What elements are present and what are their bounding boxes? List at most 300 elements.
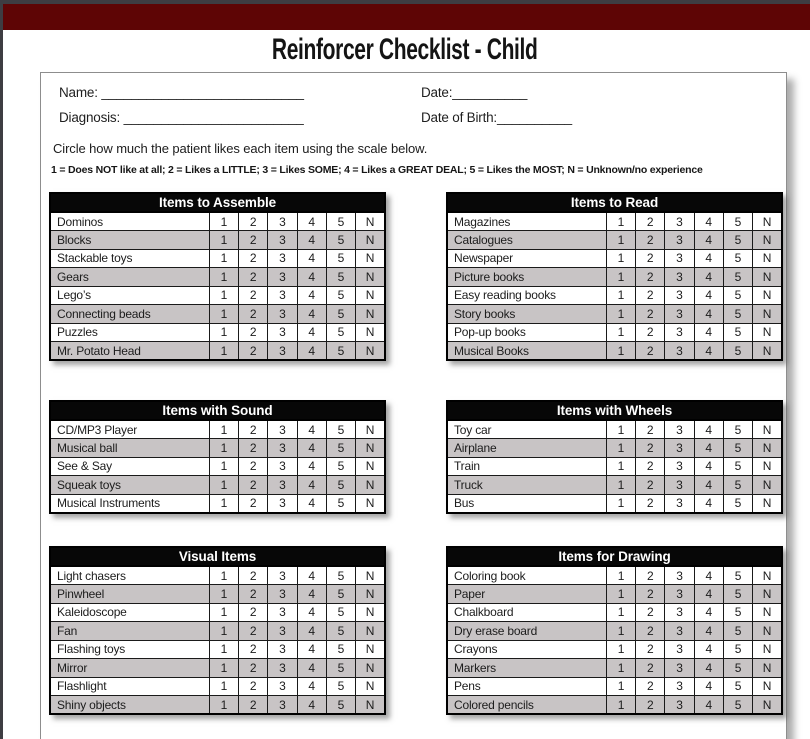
rating-cell-N[interactable]: N (356, 305, 385, 324)
item-label-cell: Fan (50, 622, 209, 641)
rating-cell-4[interactable]: 4 (297, 212, 326, 231)
table-row (447, 286, 782, 305)
rating-cell-1[interactable]: 1 (209, 286, 238, 305)
rating-cell-1[interactable]: 1 (606, 268, 635, 287)
rating-cell-3[interactable]: 3 (268, 696, 297, 715)
checklist-table (446, 400, 783, 514)
table-row (447, 323, 782, 342)
rating-cell-5[interactable]: 5 (326, 439, 355, 458)
rating-cell-1[interactable]: 1 (209, 231, 238, 250)
name-label: Name: (59, 85, 98, 100)
rating-cell-2[interactable]: 2 (636, 420, 665, 439)
rating-cell-1[interactable]: 1 (606, 420, 635, 439)
rating-cell-3[interactable]: 3 (268, 659, 297, 678)
rating-cell-1[interactable]: 1 (606, 212, 635, 231)
rating-cell-1[interactable]: 1 (606, 585, 635, 604)
rating-cell-5[interactable]: 5 (326, 622, 355, 641)
rating-cell-3[interactable]: 3 (268, 305, 297, 324)
rating-cell-4[interactable]: 4 (694, 342, 723, 361)
rating-cell-5[interactable]: 5 (326, 286, 355, 305)
rating-cell-N[interactable]: N (356, 494, 385, 513)
rating-cell-3[interactable]: 3 (665, 323, 694, 342)
rating-cell-N[interactable]: N (356, 420, 385, 439)
rating-cell-2[interactable]: 2 (636, 585, 665, 604)
rating-cell-2[interactable]: 2 (239, 696, 268, 715)
rating-cell-4[interactable]: 4 (297, 439, 326, 458)
rating-cell-2[interactable]: 2 (636, 566, 665, 585)
rating-cell-5[interactable]: 5 (723, 420, 752, 439)
rating-cell-3[interactable]: 3 (268, 677, 297, 696)
rating-cell-N[interactable]: N (356, 268, 385, 287)
table-row (50, 476, 385, 495)
rating-cell-2[interactable]: 2 (636, 476, 665, 495)
rating-cell-2[interactable]: 2 (239, 439, 268, 458)
rating-cell-3[interactable]: 3 (268, 566, 297, 585)
date-of-birth-blank-line[interactable]: __________ (497, 110, 573, 125)
rating-cell-4[interactable]: 4 (694, 457, 723, 476)
rating-cell-1[interactable]: 1 (606, 305, 635, 324)
rating-cell-N[interactable]: N (356, 585, 385, 604)
table-row (50, 420, 385, 439)
rating-cell-3[interactable]: 3 (268, 420, 297, 439)
table-row (50, 249, 385, 268)
checklist-table (446, 192, 783, 361)
rating-cell-4[interactable]: 4 (297, 677, 326, 696)
date-of-birth-field[interactable] (421, 110, 572, 125)
rating-cell-2[interactable]: 2 (239, 659, 268, 678)
rating-cell-N[interactable]: N (753, 231, 782, 250)
rating-cell-5[interactable]: 5 (326, 659, 355, 678)
rating-cell-2[interactable]: 2 (636, 342, 665, 361)
rating-cell-5[interactable]: 5 (723, 566, 752, 585)
rating-cell-2[interactable]: 2 (636, 457, 665, 476)
rating-cell-2[interactable]: 2 (239, 640, 268, 659)
rating-cell-4[interactable]: 4 (297, 249, 326, 268)
rating-cell-4[interactable]: 4 (297, 494, 326, 513)
rating-cell-5[interactable]: 5 (326, 249, 355, 268)
rating-cell-2[interactable]: 2 (636, 249, 665, 268)
rating-cell-2[interactable]: 2 (239, 494, 268, 513)
rating-cell-N[interactable]: N (356, 457, 385, 476)
item-label-cell: Newspaper (447, 249, 606, 268)
rating-cell-N[interactable]: N (356, 231, 385, 250)
rating-cell-3[interactable]: 3 (665, 476, 694, 495)
rating-cell-2[interactable]: 2 (636, 323, 665, 342)
rating-cell-3[interactable]: 3 (665, 659, 694, 678)
table-row (447, 420, 782, 439)
table-visual-items (49, 546, 386, 715)
rating-cell-2[interactable]: 2 (239, 585, 268, 604)
rating-cell-1[interactable]: 1 (209, 696, 238, 715)
rating-cell-5[interactable]: 5 (723, 231, 752, 250)
rating-cell-2[interactable]: 2 (636, 659, 665, 678)
rating-cell-3[interactable]: 3 (268, 286, 297, 305)
rating-cell-5[interactable]: 5 (326, 268, 355, 287)
rating-cell-N[interactable]: N (356, 342, 385, 361)
rating-cell-2[interactable]: 2 (636, 603, 665, 622)
rating-cell-4[interactable]: 4 (694, 640, 723, 659)
rating-cell-4[interactable]: 4 (694, 476, 723, 495)
rating-cell-1[interactable]: 1 (606, 622, 635, 641)
rating-cell-5[interactable]: 5 (326, 603, 355, 622)
rating-cell-5[interactable]: 5 (723, 286, 752, 305)
rating-cell-2[interactable]: 2 (636, 268, 665, 287)
rating-cell-1[interactable]: 1 (209, 342, 238, 361)
rating-cell-N[interactable]: N (753, 476, 782, 495)
table-header: Items with Sound (50, 401, 385, 420)
rating-cell-1[interactable]: 1 (209, 212, 238, 231)
rating-cell-3[interactable]: 3 (268, 494, 297, 513)
item-label-cell: Bus (447, 494, 606, 513)
rating-cell-2[interactable]: 2 (239, 566, 268, 585)
rating-cell-N[interactable]: N (753, 603, 782, 622)
rating-cell-3[interactable]: 3 (268, 249, 297, 268)
rating-cell-1[interactable]: 1 (209, 420, 238, 439)
rating-cell-4[interactable]: 4 (297, 457, 326, 476)
rating-cell-4[interactable]: 4 (694, 603, 723, 622)
rating-cell-1[interactable]: 1 (606, 677, 635, 696)
rating-cell-4[interactable]: 4 (297, 696, 326, 715)
rating-cell-4[interactable]: 4 (694, 659, 723, 678)
rating-cell-4[interactable]: 4 (694, 420, 723, 439)
rating-cell-N[interactable]: N (753, 659, 782, 678)
rating-cell-5[interactable]: 5 (326, 494, 355, 513)
rating-cell-5[interactable]: 5 (326, 305, 355, 324)
rating-cell-N[interactable]: N (356, 622, 385, 641)
rating-cell-3[interactable]: 3 (665, 231, 694, 250)
rating-cell-3[interactable]: 3 (665, 268, 694, 287)
rating-cell-1[interactable]: 1 (606, 249, 635, 268)
rating-cell-N[interactable]: N (753, 640, 782, 659)
table-row (447, 585, 782, 604)
rating-cell-1[interactable]: 1 (606, 696, 635, 715)
rating-cell-N[interactable]: N (753, 585, 782, 604)
item-label-cell: Kaleidoscope (50, 603, 209, 622)
rating-cell-N[interactable]: N (753, 457, 782, 476)
rating-cell-4[interactable]: 4 (694, 677, 723, 696)
rating-cell-4[interactable]: 4 (297, 622, 326, 641)
rating-cell-4[interactable]: 4 (694, 268, 723, 287)
rating-cell-1[interactable]: 1 (606, 659, 635, 678)
rating-cell-N[interactable]: N (753, 696, 782, 715)
rating-cell-5[interactable]: 5 (326, 677, 355, 696)
rating-cell-1[interactable]: 1 (606, 640, 635, 659)
rating-cell-1[interactable]: 1 (209, 640, 238, 659)
rating-cell-4[interactable]: 4 (297, 585, 326, 604)
rating-cell-2[interactable]: 2 (636, 439, 665, 458)
rating-cell-N[interactable]: N (356, 286, 385, 305)
rating-cell-5[interactable]: 5 (723, 659, 752, 678)
rating-cell-5[interactable]: 5 (723, 640, 752, 659)
rating-cell-4[interactable]: 4 (694, 286, 723, 305)
rating-cell-4[interactable]: 4 (694, 696, 723, 715)
rating-cell-5[interactable]: 5 (723, 476, 752, 495)
rating-cell-5[interactable]: 5 (723, 677, 752, 696)
rating-cell-4[interactable]: 4 (297, 342, 326, 361)
rating-cell-3[interactable]: 3 (665, 420, 694, 439)
rating-cell-N[interactable]: N (356, 677, 385, 696)
rating-cell-N[interactable]: N (356, 603, 385, 622)
rating-cell-N[interactable]: N (356, 439, 385, 458)
table-row (50, 585, 385, 604)
rating-cell-1[interactable]: 1 (606, 286, 635, 305)
rating-cell-N[interactable]: N (356, 323, 385, 342)
table-row (447, 249, 782, 268)
rating-cell-3[interactable]: 3 (665, 457, 694, 476)
rating-cell-2[interactable]: 2 (636, 494, 665, 513)
rating-cell-2[interactable]: 2 (239, 231, 268, 250)
rating-cell-N[interactable]: N (356, 659, 385, 678)
item-label-cell: Flashing toys (50, 640, 209, 659)
rating-cell-2[interactable]: 2 (239, 457, 268, 476)
rating-cell-4[interactable]: 4 (297, 659, 326, 678)
rating-cell-3[interactable]: 3 (268, 231, 297, 250)
rating-cell-2[interactable]: 2 (239, 677, 268, 696)
date-blank-line[interactable]: __________ (452, 85, 528, 100)
rating-cell-N[interactable]: N (753, 439, 782, 458)
rating-cell-3[interactable]: 3 (665, 286, 694, 305)
rating-cell-2[interactable]: 2 (239, 323, 268, 342)
rating-cell-5[interactable]: 5 (723, 268, 752, 287)
rating-cell-3[interactable]: 3 (665, 640, 694, 659)
rating-cell-N[interactable]: N (753, 323, 782, 342)
item-label-cell: Picture books (447, 268, 606, 287)
page-title-text: Reinforcer Checklist - Child (272, 33, 538, 66)
rating-cell-N[interactable]: N (753, 305, 782, 324)
table-header: Items to Read (447, 193, 782, 212)
rating-cell-2[interactable]: 2 (239, 603, 268, 622)
rating-cell-1[interactable]: 1 (606, 476, 635, 495)
rating-cell-3[interactable]: 3 (665, 212, 694, 231)
rating-cell-5[interactable]: 5 (326, 457, 355, 476)
rating-cell-1[interactable]: 1 (209, 439, 238, 458)
rating-cell-3[interactable]: 3 (665, 603, 694, 622)
item-label-cell: Connecting beads (50, 305, 209, 324)
rating-cell-5[interactable]: 5 (326, 476, 355, 495)
rating-cell-4[interactable]: 4 (694, 212, 723, 231)
rating-cell-N[interactable]: N (356, 696, 385, 715)
rating-cell-N[interactable]: N (753, 622, 782, 641)
rating-cell-N[interactable]: N (356, 212, 385, 231)
rating-cell-2[interactable]: 2 (636, 231, 665, 250)
table-row (447, 231, 782, 250)
rating-cell-2[interactable]: 2 (239, 212, 268, 231)
rating-cell-1[interactable]: 1 (209, 268, 238, 287)
item-label-cell: Musical ball (50, 439, 209, 458)
rating-cell-4[interactable]: 4 (297, 286, 326, 305)
rating-cell-4[interactable]: 4 (694, 622, 723, 641)
rating-cell-3[interactable]: 3 (665, 342, 694, 361)
table-row (447, 603, 782, 622)
rating-cell-3[interactable]: 3 (665, 494, 694, 513)
rating-cell-4[interactable]: 4 (694, 305, 723, 324)
rating-cell-5[interactable]: 5 (326, 640, 355, 659)
rating-cell-N[interactable]: N (753, 494, 782, 513)
table-items-to-assemble (49, 192, 386, 361)
rating-cell-2[interactable]: 2 (239, 268, 268, 287)
rating-cell-1[interactable]: 1 (209, 476, 238, 495)
rating-cell-4[interactable]: 4 (694, 249, 723, 268)
table-row (50, 323, 385, 342)
rating-cell-4[interactable]: 4 (297, 640, 326, 659)
rating-cell-1[interactable]: 1 (606, 566, 635, 585)
rating-cell-4[interactable]: 4 (297, 323, 326, 342)
table-row (447, 305, 782, 324)
rating-cell-3[interactable]: 3 (268, 323, 297, 342)
rating-cell-1[interactable]: 1 (209, 494, 238, 513)
table-row (50, 268, 385, 287)
table-row (50, 566, 385, 585)
rating-cell-1[interactable]: 1 (209, 677, 238, 696)
rating-cell-5[interactable]: 5 (326, 212, 355, 231)
rating-cell-2[interactable]: 2 (636, 305, 665, 324)
table-header: Items for Drawing (447, 547, 782, 566)
rating-cell-3[interactable]: 3 (665, 585, 694, 604)
rating-cell-2[interactable]: 2 (636, 286, 665, 305)
rating-cell-1[interactable]: 1 (209, 566, 238, 585)
rating-cell-3[interactable]: 3 (268, 212, 297, 231)
rating-cell-5[interactable]: 5 (723, 212, 752, 231)
rating-cell-3[interactable]: 3 (665, 677, 694, 696)
rating-cell-4[interactable]: 4 (694, 323, 723, 342)
rating-cell-5[interactable]: 5 (326, 231, 355, 250)
rating-cell-1[interactable]: 1 (209, 249, 238, 268)
rating-cell-2[interactable]: 2 (239, 420, 268, 439)
table-row (447, 457, 782, 476)
rating-cell-4[interactable]: 4 (297, 268, 326, 287)
rating-cell-1[interactable]: 1 (209, 622, 238, 641)
rating-cell-4[interactable]: 4 (694, 585, 723, 604)
rating-cell-2[interactable]: 2 (636, 696, 665, 715)
table-row (50, 622, 385, 641)
rating-cell-2[interactable]: 2 (636, 622, 665, 641)
rating-cell-N[interactable]: N (753, 286, 782, 305)
rating-cell-3[interactable]: 3 (665, 249, 694, 268)
rating-cell-1[interactable]: 1 (606, 231, 635, 250)
rating-cell-5[interactable]: 5 (326, 696, 355, 715)
name-field[interactable] (59, 85, 304, 100)
rating-cell-5[interactable]: 5 (723, 457, 752, 476)
table-row (50, 494, 385, 513)
rating-cell-N[interactable]: N (356, 640, 385, 659)
rating-cell-4[interactable]: 4 (694, 231, 723, 250)
rating-cell-1[interactable]: 1 (606, 342, 635, 361)
rating-cell-1[interactable]: 1 (209, 323, 238, 342)
rating-cell-4[interactable]: 4 (297, 566, 326, 585)
rating-cell-N[interactable]: N (753, 420, 782, 439)
rating-cell-3[interactable]: 3 (268, 268, 297, 287)
rating-cell-1[interactable]: 1 (606, 457, 635, 476)
rating-cell-2[interactable]: 2 (239, 249, 268, 268)
rating-cell-5[interactable]: 5 (723, 305, 752, 324)
rating-cell-N[interactable]: N (753, 212, 782, 231)
rating-cell-5[interactable]: 5 (723, 585, 752, 604)
rating-cell-2[interactable]: 2 (636, 677, 665, 696)
rating-cell-5[interactable]: 5 (723, 342, 752, 361)
rating-cell-2[interactable]: 2 (636, 640, 665, 659)
rating-cell-5[interactable]: 5 (326, 342, 355, 361)
rating-cell-3[interactable]: 3 (268, 439, 297, 458)
rating-cell-1[interactable]: 1 (209, 603, 238, 622)
date-field[interactable] (421, 85, 527, 100)
rating-cell-1[interactable]: 1 (209, 305, 238, 324)
rating-cell-1[interactable]: 1 (606, 323, 635, 342)
rating-cell-4[interactable]: 4 (694, 566, 723, 585)
rating-cell-5[interactable]: 5 (326, 566, 355, 585)
rating-cell-3[interactable]: 3 (665, 305, 694, 324)
rating-cell-3[interactable]: 3 (665, 439, 694, 458)
rating-cell-4[interactable]: 4 (297, 231, 326, 250)
item-label-cell: Blocks (50, 231, 209, 250)
rating-cell-4[interactable]: 4 (297, 476, 326, 495)
rating-cell-3[interactable]: 3 (268, 342, 297, 361)
rating-cell-4[interactable]: 4 (297, 603, 326, 622)
rating-cell-1[interactable]: 1 (606, 439, 635, 458)
rating-cell-N[interactable]: N (753, 677, 782, 696)
rating-cell-N[interactable]: N (356, 249, 385, 268)
rating-cell-5[interactable]: 5 (723, 323, 752, 342)
rating-cell-5[interactable]: 5 (723, 622, 752, 641)
rating-cell-N[interactable]: N (753, 342, 782, 361)
rating-cell-5[interactable]: 5 (723, 603, 752, 622)
rating-cell-5[interactable]: 5 (723, 439, 752, 458)
name-blank-line[interactable]: ___________________________ (101, 85, 305, 100)
rating-cell-1[interactable]: 1 (209, 585, 238, 604)
rating-cell-2[interactable]: 2 (239, 342, 268, 361)
rating-cell-5[interactable]: 5 (723, 494, 752, 513)
rating-cell-2[interactable]: 2 (239, 286, 268, 305)
rating-cell-2[interactable]: 2 (239, 476, 268, 495)
rating-cell-N[interactable]: N (356, 566, 385, 585)
rating-cell-1[interactable]: 1 (209, 659, 238, 678)
diagnosis-field[interactable] (59, 110, 304, 125)
rating-cell-1[interactable]: 1 (606, 494, 635, 513)
rating-cell-N[interactable]: N (356, 476, 385, 495)
table-row (50, 231, 385, 250)
rating-cell-1[interactable]: 1 (209, 457, 238, 476)
rating-cell-3[interactable]: 3 (268, 457, 297, 476)
rating-cell-3[interactable]: 3 (268, 640, 297, 659)
content-sheet (40, 72, 787, 739)
rating-cell-2[interactable]: 2 (636, 212, 665, 231)
rating-cell-5[interactable]: 5 (723, 696, 752, 715)
rating-cell-5[interactable]: 5 (326, 323, 355, 342)
rating-cell-3[interactable]: 3 (665, 696, 694, 715)
rating-cell-5[interactable]: 5 (326, 585, 355, 604)
rating-cell-5[interactable]: 5 (326, 420, 355, 439)
rating-cell-4[interactable]: 4 (694, 494, 723, 513)
rating-cell-4[interactable]: 4 (297, 420, 326, 439)
rating-cell-N[interactable]: N (753, 268, 782, 287)
rating-cell-1[interactable]: 1 (606, 603, 635, 622)
table-row (50, 603, 385, 622)
rating-cell-3[interactable]: 3 (268, 622, 297, 641)
rating-cell-3[interactable]: 3 (268, 603, 297, 622)
rating-cell-3[interactable]: 3 (665, 566, 694, 585)
rating-cell-2[interactable]: 2 (239, 305, 268, 324)
rating-cell-3[interactable]: 3 (268, 476, 297, 495)
rating-cell-N[interactable]: N (753, 249, 782, 268)
rating-cell-5[interactable]: 5 (723, 249, 752, 268)
rating-cell-4[interactable]: 4 (694, 439, 723, 458)
rating-cell-2[interactable]: 2 (239, 622, 268, 641)
rating-cell-3[interactable]: 3 (665, 622, 694, 641)
rating-cell-3[interactable]: 3 (268, 585, 297, 604)
item-label-cell: Light chasers (50, 566, 209, 585)
rating-cell-4[interactable]: 4 (297, 305, 326, 324)
rating-cell-N[interactable]: N (753, 566, 782, 585)
diagnosis-blank-line[interactable]: ________________________ (123, 110, 304, 125)
